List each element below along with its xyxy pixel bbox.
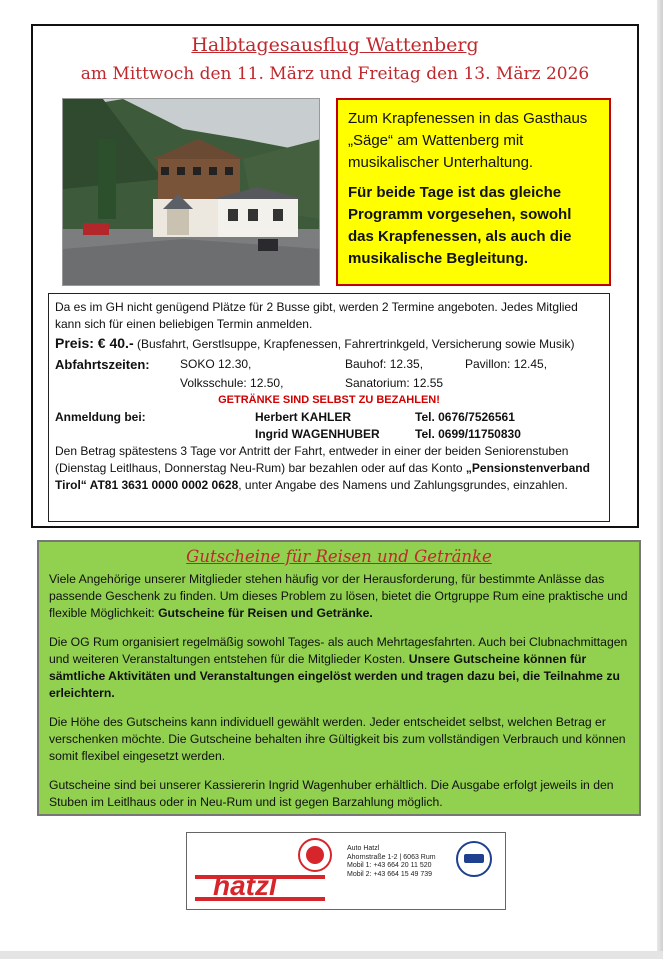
departures-row-2 [55, 375, 603, 392]
payment-text: Den Betrag spätestens 3 Tage vor Antritt der Fahrt, entweder in einer der beiden Seniorenstuben (Dienstag Leitlhaus, Donnerstag Neu-Rum) bar bezahlen oder auf das Konto „Pensionstenverband Tirol“ AT81 3631 0000 0002 0628, unter Angabe des Namens und Zahlungsgrundes, einzahlen. [55, 444, 590, 492]
trip-dates: am Mittwoch den 11. März und Freitag den 13. März 2026 [80, 64, 590, 84]
price-detail: (Busfahrt, Gerstlsuppe, Krapfenessen, Fahrertrinkgeld, Versicherung sowie Musik) [133, 337, 575, 351]
departure-bauhof: Bauhof: 12.35, [345, 357, 424, 371]
voucher-paragraph: Gutscheine sind bei unserer Kassiererin Ingrid Wagenhuber erhältlich. Die Ausgabe erfolgt jeweils in den Stuben im Leitlhaus oder in Neu-Rum und ist gegen Barzahlung möglich. [49, 778, 614, 809]
departure-label: Abfahrtszeiten: [55, 357, 150, 372]
contact-row-1 [55, 409, 603, 426]
contact-name: Ingrid WAGENHUBER [255, 427, 380, 441]
intro-text: Da es im GH nicht genügend Plätze für 2 Busse gibt, werden 2 Termine angeboten. Jedes Mitglied kann sich für einen beliebigen Termin anmelden. [55, 300, 578, 331]
highlight-box [336, 98, 611, 286]
drinks-note: GETRÄNKE SIND SELBST ZU BEZAHLEN! [218, 394, 440, 406]
trip-details [48, 293, 610, 522]
bank-account: „Pensionstenverband Tirol“ AT81 3631 0000 0002 0628 [55, 461, 590, 492]
voucher-paragraph: Die Höhe des Gutscheins kann individuell gewählt werden. Jeder entscheidet selbst, welchen Betrag er verschenken möchte. Die Gutscheine behalten ihre Gültigkeit bis zum vollständigen Verbrauch und können somit flexibel eingesetzt werden. [49, 715, 626, 763]
price-line [55, 335, 603, 353]
departure-soko: SOKO 12.30, [180, 357, 252, 371]
sponsor-ad [186, 832, 506, 910]
trip-announcement [31, 24, 639, 528]
voucher-title: Gutscheine für Reisen und Getränke [186, 547, 492, 566]
departure-sanatorium: Sanatorium: 12.55 [345, 376, 444, 390]
registration-label: Anmeldung bei: [55, 410, 146, 424]
departure-volksschule: Volksschule: 12.50, [180, 376, 284, 390]
page-edge-shadow [657, 0, 663, 959]
svg-text:hatzl: hatzl [213, 870, 277, 901]
contact-phone: Tel. 0676/7526561 [415, 410, 515, 424]
page-bottom-shadow [0, 951, 663, 959]
contact-phone: Tel. 0699/11750830 [415, 427, 521, 441]
sponsor-contact: Auto Hatzl Ahornstraße 1-2 | 6063 Rum Mobil 1: +43 664 20 11 520 Mobil 2: +43 664 15 49 739 [347, 845, 436, 878]
highlight-text-2: Für beide Tage ist das gleiche Programm vorgesehen, sowohl das Krapfenessen, als auch die musikalische Begleitung. [348, 184, 572, 267]
voucher-paragraph: Die OG Rum organisiert regelmäßig sowohl Tages- als auch Mehrtagesfahrten. Auch bei Clubnachmittagen und weiteren Veranstaltungen entstehen für die Mitglieder Kosten. Unsere Gutscheine können für sämtliche Aktivitäten und Veranstaltungen eingelöst werden und tragen dazu bei, die Teilnahme zu erleichtern. [49, 635, 628, 700]
departures-row-1 [55, 356, 603, 373]
gasthaus-photo [62, 98, 320, 286]
contact-row-2 [55, 426, 603, 443]
departure-pavillon: Pavillon: 12.45, [465, 357, 548, 371]
price-label: Preis: € 40.- [55, 335, 134, 351]
contact-name: Herbert KAHLER [255, 410, 352, 424]
voucher-section [37, 540, 641, 816]
highlight-text-1: Zum Krapfenessen in das Gasthaus „Säge“ am Wattenberg mit musikalischer Unterhaltung. [348, 110, 588, 171]
page-title: Halbtagesausflug Wattenberg [191, 34, 479, 56]
voucher-paragraph: Viele Angehörige unserer Mitglieder stehen häufig vor der Herausforderung, für bestimmte Anlässe das passende Geschenk zu finden. Um dieses Problem zu lösen, bietet die Ortgruppe Rum eine praktische und flexible Möglichkeit: Gutscheine für Reisen und Getränke. [49, 572, 628, 620]
